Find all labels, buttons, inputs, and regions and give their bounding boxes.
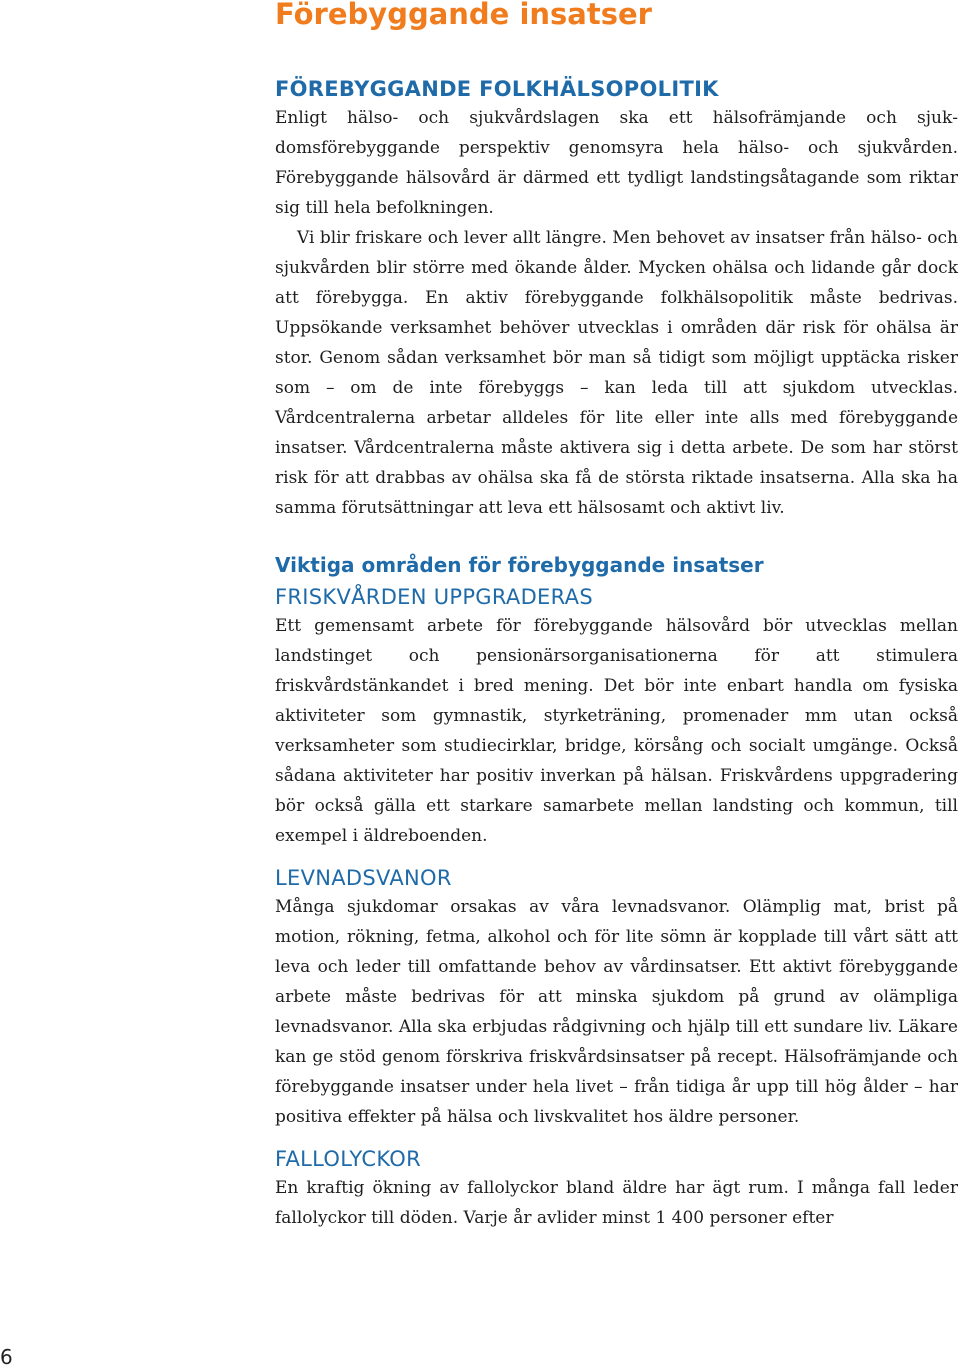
paragraph-friskvarden: Ett gemensamt arbete för förebyggande hälsovård bör utvecklas mellan landstinget och pensionärsorganisationerna för att stimulera friskvårdstänkandet i bred mening. Det bör inte enbart handla om fysiska aktiviteter som gymnastik, styrketräning, promenader mm utan också verksamheter som studiecirklar, bridge, körsång och socialt umgänge. Också sådana aktiviteter har positiv inverkan på hälsan. Friskvårdens uppgradering bör också gälla ett starkare samarbete mellan landsting och kommun, till exempel i äldreboenden. [275, 616, 958, 846]
subheading-fallolyckor: FALLOLYCKOR [275, 1147, 421, 1171]
paragraph-levnadsvanor: Många sjukdomar orsakas av våra levnadsvanor. Olämplig mat, brist på motion, rökning, fetma, alkohol och för lite sömn är kopplade till vårt sätt att leva och leder till omfattande behov av vårdinsatser. Ett aktivt förebyggande arbete måste bedrivas för att minska sjukdom på grund av olämpliga levnadsvanor. Alla ska erbjudas rådgivning och hjälp till ett sundare liv. Läkare kan ge stöd genom förskriva friskvårdsinsatser på recept. Hälsofrämjande och förebyggande insatser under hela livet – från tidiga år upp till hög ålder – har positiva effekter på hälsa och livskvalitet hos äldre personer. [275, 897, 958, 1127]
subheading-levnadsvanor: LEVNADSVANOR [275, 866, 452, 890]
page-number: 6 [0, 1345, 13, 1369]
section-heading-folkhalsopolitik: FÖREBYGGANDE FOLKHÄLSOPOLITIK [275, 77, 719, 101]
paragraph-fallolyckor: En kraftig ökning av fallolyckor bland äldre har ägt rum. I många fall leder fallolyckor till döden. Varje år avlider minst 1 400 personer efter [275, 1178, 958, 1228]
document-body [275, 75, 958, 1233]
page-title: Förebyggande insatser [275, 0, 652, 31]
paragraph-intro: Enligt hälso- och sjukvårdslagen ska ett hälsofrämjande och sjukdomsförebyggande perspektiv genomsyra hela hälso- och sjukvården. Förebyggande hälsovård är därmed ett tydligt landstingsåtagande som riktar sig till hela befolkningen. [275, 108, 958, 218]
subheading-friskvarden: FRISKVÅRDEN UPPGRADERAS [275, 585, 593, 609]
paragraph-folkhalsopolitik: Vi blir friskare och lever allt längre. Men behovet av insatser från hälso- och sjukvården blir större med ökande ålder. Mycken ohälsa och lidande går dock att förebygga. En aktiv förebyggande folkhälsopolitik måste bedrivas. Uppsökande verksamhet behöver utvecklas i områden där risk för ohälsa är stor. Genom sådan verksamhet bör man så tidigt som möjligt upptäcka risker som – om de inte förebyggs – kan leda till att sjukdom utvecklas. Vårdcentralerna arbetar alldeles för lite eller inte alls med förebyggande insatser. Vårdcentralerna måste aktivera sig i detta arbete. De som har störst risk för att drabbas av ohälsa ska få de största riktade insatserna. Alla ska ha samma förutsättningar att leva ett hälsosamt och aktivt liv. [275, 228, 958, 518]
section-heading-viktiga-omraden: Viktiga områden för förebyggande insatser [275, 553, 764, 577]
